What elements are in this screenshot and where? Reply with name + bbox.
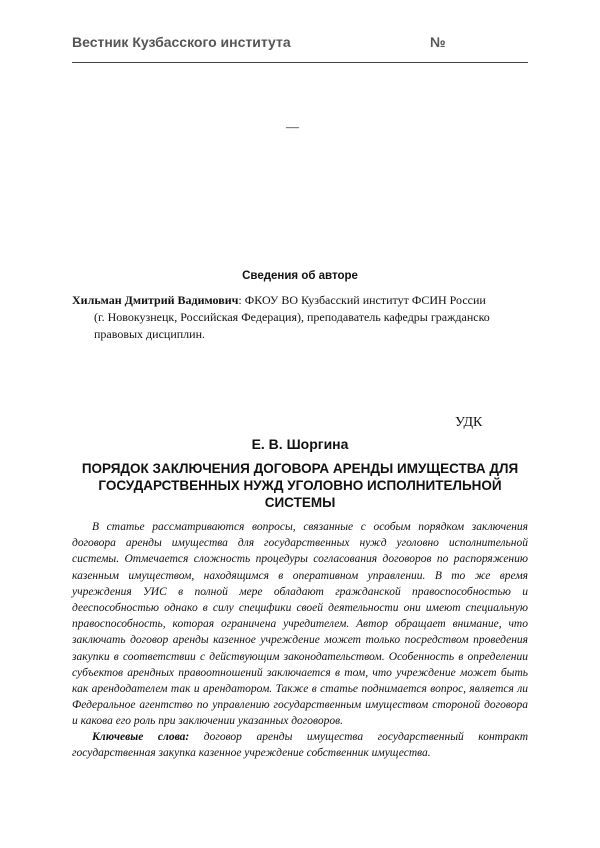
keywords-text: договор аренды имущества государственный контракт государственная закупка казенное учреждение собственник имущества.	[72, 731, 529, 760]
author-info	[72, 292, 528, 343]
udk-label: УДК	[455, 415, 483, 430]
author-info-affiliation: : ФКОУ ВО Кузбасский институт ФСИН России	[238, 293, 486, 307]
author-info-heading: Сведения об авторе	[242, 270, 358, 282]
journal-title: Вестник Кузбасского института	[72, 34, 291, 50]
issue-number-sign: №	[430, 34, 446, 50]
article-author: Е. В. Шоргина	[251, 436, 349, 452]
article-keywords	[72, 729, 528, 761]
keywords-label: Ключевые слова:	[92, 731, 190, 743]
article-title: ПОРЯДОК ЗАКЛЮЧЕНИЯ ДОГОВОРА АРЕНДЫ ИМУЩЕСТВА ДЛЯ ГОСУДАРСТВЕННЫХ НУЖД УГОЛОВНО ИСПОЛНИТЕЛЬНОЙ СИСТЕМЫ	[81, 461, 519, 510]
author-info-name: Хильман Дмитрий Вадимович	[72, 293, 239, 307]
author-info-position: (г. Новокузнецк, Российская Федерация), преподаватель кафедры гражданско правовых дисциплин.	[94, 310, 490, 341]
page-header	[72, 30, 528, 63]
separator-dash: —	[286, 119, 299, 134]
article-abstract: В статье рассматриваются вопросы, связанные с особым порядком заключения договора аренды имущества для государственных нужд уголовно исполнительной системы. Отмечается сложность процедуры согласования договоров по распоряжению казенным имуществом, находящимся в оперативном управлении. В то же время учреждения УИС в полной мере обладают гражданской правоспособностью и дееспособностью однако в силу специфики своей деятельности они имеют специальную правоспособность, которая ограничена учредителем. Автор обращает внимание, что заключать договор аренды казенное учреждение может только посредством проведения закупки в соответствии с действующим законодательством. Особенность в определении субъектов арендных правоотношений заключается в том, что учреждение может быть как арендодателем так и арендатором. Также в статье поднимается вопрос, является ли Федеральное агентство по управлению государственным имуществом стороной договора и какова его роль при заключении указанных договоров.	[72, 521, 528, 728]
